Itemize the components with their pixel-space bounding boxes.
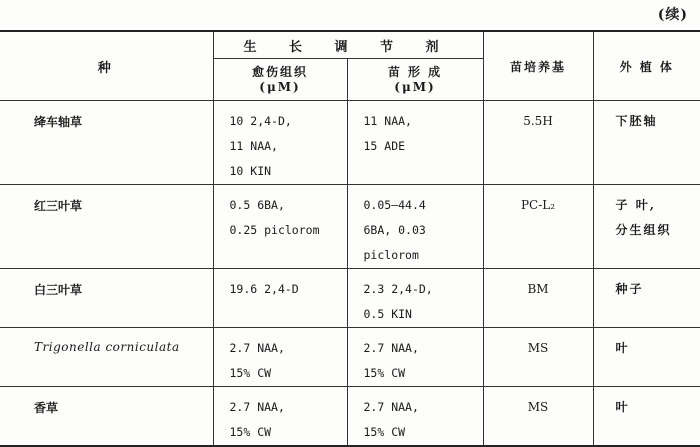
header-callus-unit: (μM) — [259, 79, 301, 94]
table-row — [0, 387, 700, 447]
medium-value: 5.5H — [523, 114, 553, 128]
medium-cell — [483, 101, 593, 185]
explant-cell — [593, 269, 700, 328]
header-shoot — [347, 59, 483, 101]
shoot-cell-line: 0.05—44.4 — [363, 198, 426, 212]
callus-cell-line: 0.25 piclorom — [229, 223, 320, 237]
explant-cell-line: 种子 — [615, 282, 644, 296]
callus-cell-line: 15% CW — [229, 425, 272, 439]
callus-cell — [213, 101, 347, 185]
explant-cell — [593, 387, 700, 447]
medium-cell — [483, 387, 593, 447]
header-shoot-label: 苗 形 成 — [387, 64, 443, 79]
explant-cell — [593, 101, 700, 185]
species-name: 红三叶草 — [34, 199, 83, 213]
continued-label: (续) — [657, 7, 688, 23]
shoot-cell-line: 2.3 2,4-D, — [363, 282, 433, 296]
shoot-cell — [347, 328, 483, 387]
callus-cell — [213, 387, 347, 447]
callus-cell-line: 2.7 NAA, — [229, 341, 285, 355]
shoot-cell — [347, 185, 483, 269]
medium-value: PC-L₂ — [520, 198, 556, 212]
shoot-cell — [347, 101, 483, 185]
explant-cell-line: 子 叶, — [615, 198, 656, 212]
callus-cell-line: 10 KIN — [229, 164, 272, 178]
medium-value: MS — [527, 341, 549, 355]
shoot-cell-line: piclorom — [363, 248, 419, 262]
callus-cell-line: 19.6 2,4-D — [229, 282, 299, 296]
table-row — [0, 101, 700, 185]
header-explant: 外 植 体 — [593, 31, 700, 101]
species-name: 绛车轴草 — [34, 115, 83, 129]
shoot-cell-line: 6BA, 0.03 — [363, 223, 426, 237]
species-name: 白三叶草 — [34, 283, 83, 297]
callus-cell-line: 2.7 NAA, — [229, 400, 285, 414]
header-callus-label: 愈伤组织 — [251, 64, 308, 79]
medium-value: MS — [527, 400, 549, 414]
shoot-cell-line: 15 ADE — [363, 139, 406, 153]
header-callus — [213, 59, 347, 101]
callus-cell-line: 11 NAA, — [229, 139, 278, 153]
shoot-cell-line: 15% CW — [363, 366, 406, 380]
shoot-cell — [347, 387, 483, 447]
callus-cell-line: 0.5 6BA, — [229, 198, 285, 212]
medium-cell — [483, 185, 593, 269]
shoot-cell — [347, 269, 483, 328]
table-row — [0, 269, 700, 328]
callus-cell-line: 10 2,4-D, — [229, 114, 292, 128]
table-row — [0, 185, 700, 269]
explant-cell-line: 叶 — [615, 400, 630, 414]
header-shoot-unit: (μM) — [394, 79, 436, 94]
explant-cell-line: 分生组织 — [615, 223, 672, 237]
header-medium: 苗培养基 — [483, 31, 593, 101]
callus-cell-line: 15% CW — [229, 366, 272, 380]
medium-cell — [483, 269, 593, 328]
header-growth-regulators: 生 长 调 节 剂 — [213, 31, 483, 59]
species-name: Trigonella corniculata — [34, 340, 180, 354]
callus-cell — [213, 269, 347, 328]
callus-cell — [213, 185, 347, 269]
explant-cell — [593, 328, 700, 387]
explant-cell-line: 下胚轴 — [615, 114, 658, 128]
shoot-cell-line: 11 NAA, — [363, 114, 412, 128]
regulator-table — [0, 30, 700, 447]
shoot-cell-line: 2.7 NAA, — [363, 341, 419, 355]
header-species: 种 — [97, 60, 115, 76]
medium-cell — [483, 328, 593, 387]
medium-value: BM — [527, 282, 549, 296]
explant-cell — [593, 185, 700, 269]
shoot-cell-line: 2.7 NAA, — [363, 400, 419, 414]
shoot-cell-line: 15% CW — [363, 425, 406, 439]
callus-cell — [213, 328, 347, 387]
species-name: 香草 — [34, 401, 59, 415]
explant-cell-line: 叶 — [615, 341, 630, 355]
table-row — [0, 328, 700, 387]
shoot-cell-line: 0.5 KIN — [363, 307, 412, 321]
